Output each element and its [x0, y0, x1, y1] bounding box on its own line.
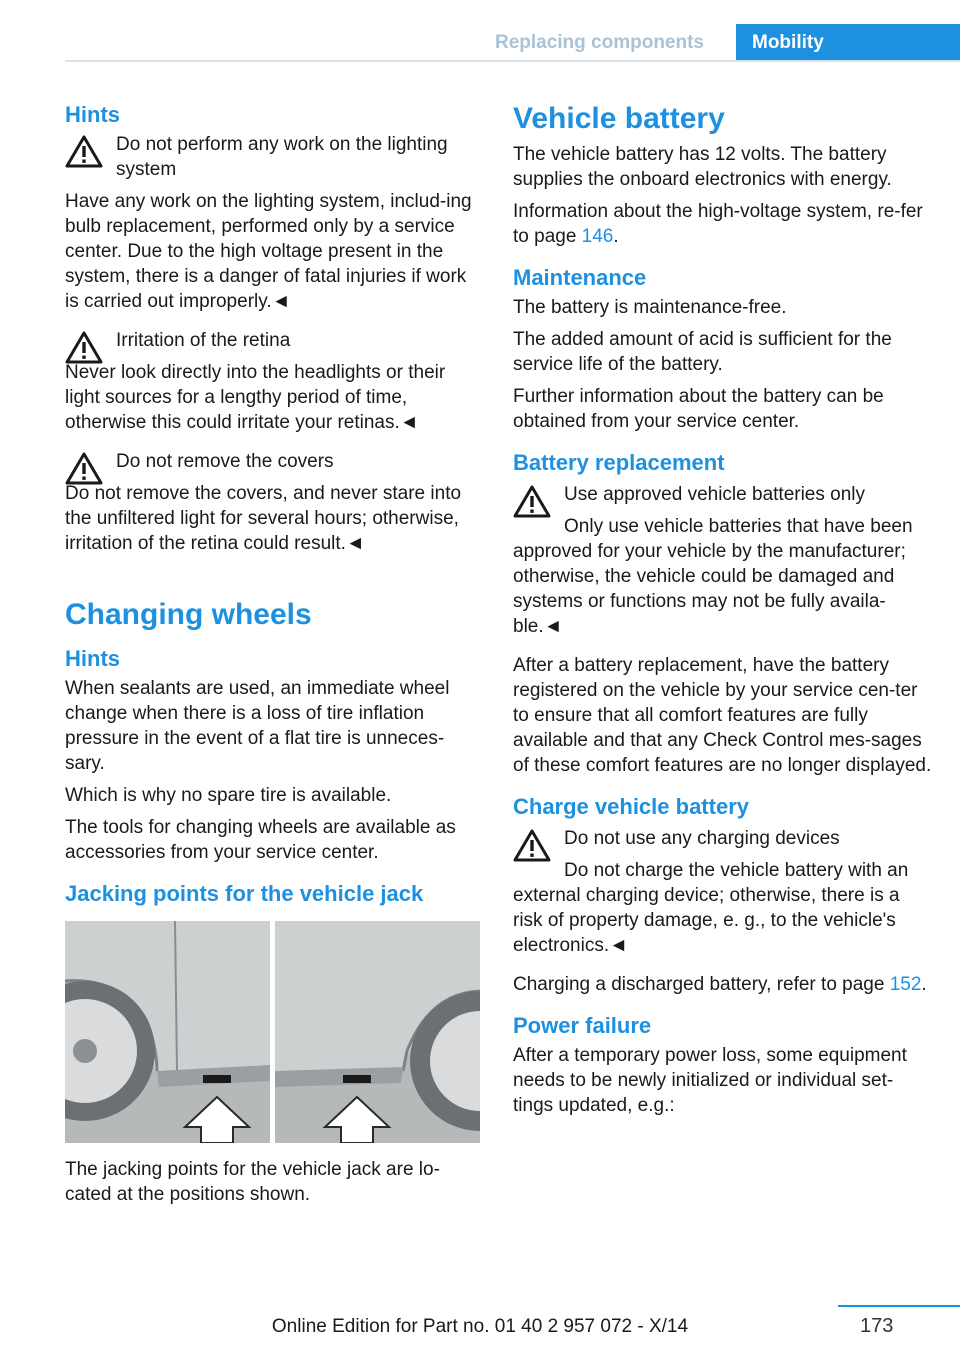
warning-charging-devices — [513, 826, 933, 958]
figure-caption: The jacking points for the vehicle jack are lo‐cated at the positions shown. — [65, 1159, 440, 1205]
page-link-146[interactable]: 146 — [581, 226, 614, 247]
paragraph: The tools for changing wheels are available as accessories from your service center. — [65, 817, 456, 863]
paragraph: After a battery replacement, have the battery registered on the vehicle by your service cen‐ter to ensure that all comfort features are fully available and that any Check Control mes‐sages of these comfort features are no longer displayed. — [513, 655, 932, 776]
warning-triangle-icon — [65, 134, 103, 168]
edition-footer: Online Edition for Part no. 01 40 2 957 072 - X/14 — [271, 1316, 689, 1337]
paragraph: After a temporary power loss, some equipment needs to be newly initialized or individual set‐tings updated, e.g.: — [513, 1045, 907, 1116]
warning-triangle-icon — [513, 484, 551, 518]
warning-approved-batteries — [513, 482, 933, 639]
paragraph-with-link: Information about the high-voltage system, re‐fer to page 146. — [513, 201, 923, 247]
power-failure-heading: Power failure — [513, 1013, 652, 1038]
warning-triangle-icon — [65, 330, 103, 364]
figure-panel-rear — [275, 921, 480, 1143]
left-column — [65, 100, 480, 1214]
maintenance-heading: Maintenance — [513, 265, 647, 290]
jacking-points-heading: Jacking points for the vehicle jack — [65, 881, 424, 906]
warning-body: Do not charge the vehicle battery with an external charging device; otherwise, there is a risk of property damage, e. g., to the vehicle's electronics.◄ — [513, 860, 909, 956]
hints-heading: Hints — [65, 102, 120, 127]
running-header-section: Replacing components — [494, 32, 704, 53]
paragraph: Which is why no spare tire is available. — [65, 785, 392, 806]
warning-body: Only use vehicle batteries that have been approved for your vehicle by the manufacturer; otherwise, the vehicle could be damaged and systems or functions may not be fully availa‐ble.◄ — [513, 516, 913, 637]
paragraph: The vehicle battery has 12 volts. The battery supplies the onboard electronics with energy. — [513, 144, 892, 190]
paragraph: The added amount of acid is sufficient for the service life of the battery. — [513, 329, 892, 375]
header-rule — [65, 60, 960, 62]
page-number: 173 — [860, 1315, 894, 1337]
vehicle-battery-heading: Vehicle battery — [513, 102, 725, 135]
warning-triangle-icon — [65, 451, 103, 485]
page-link-152[interactable]: 152 — [889, 974, 922, 995]
page-number-rule — [838, 1305, 960, 1307]
warning-body: Never look directly into the headlights or their light sources for a lengthy period of time, otherwise this could irritate your retinas.◄ — [65, 362, 446, 433]
car-rear-jacking-illustration — [275, 921, 480, 1143]
paragraph: When sealants are used, an immediate wheel change when there is a loss of tire inflation pressure in the event of a flat tire is unneces‐sary. — [65, 678, 450, 774]
right-column — [513, 100, 933, 1125]
jacking-points-figure — [65, 921, 480, 1143]
paragraph: The battery is maintenance-free. — [513, 297, 787, 318]
warning-body: Have any work on the lighting system, includ‐ing bulb replacement, performed only by a service center. Due to the high voltage present in the system, there is a danger of fatal injuries if work is carried out improperly.◄ — [65, 191, 472, 312]
hints-heading-2: Hints — [65, 646, 120, 671]
warning-title: Do not use any charging devices — [564, 828, 840, 849]
warning-title: Use approved vehicle batteries only — [564, 484, 866, 505]
warning-lighting — [65, 132, 480, 314]
warning-covers — [65, 449, 480, 556]
warning-title: Do not perform any work on the lighting system — [116, 134, 448, 180]
warning-retina — [65, 328, 480, 435]
battery-replacement-heading: Battery replacement — [513, 450, 725, 475]
warning-triangle-icon — [513, 828, 551, 862]
figure-panel-front — [65, 921, 270, 1143]
warning-title: Do not remove the covers — [116, 451, 334, 472]
changing-wheels-heading: Changing wheels — [65, 598, 312, 631]
paragraph-with-link: Charging a discharged battery, refer to page 152. — [513, 974, 927, 995]
running-header-chapter: Mobility — [736, 24, 960, 62]
warning-body: Do not remove the covers, and never stare into the unfiltered light for several hours; otherwise, irritation of the retina could result.◄ — [65, 483, 462, 554]
paragraph: Further information about the battery can be obtained from your service center. — [513, 386, 884, 432]
car-front-jacking-illustration — [65, 921, 270, 1143]
warning-title: Irritation of the retina — [116, 330, 291, 351]
charge-battery-heading: Charge vehicle battery — [513, 794, 749, 819]
